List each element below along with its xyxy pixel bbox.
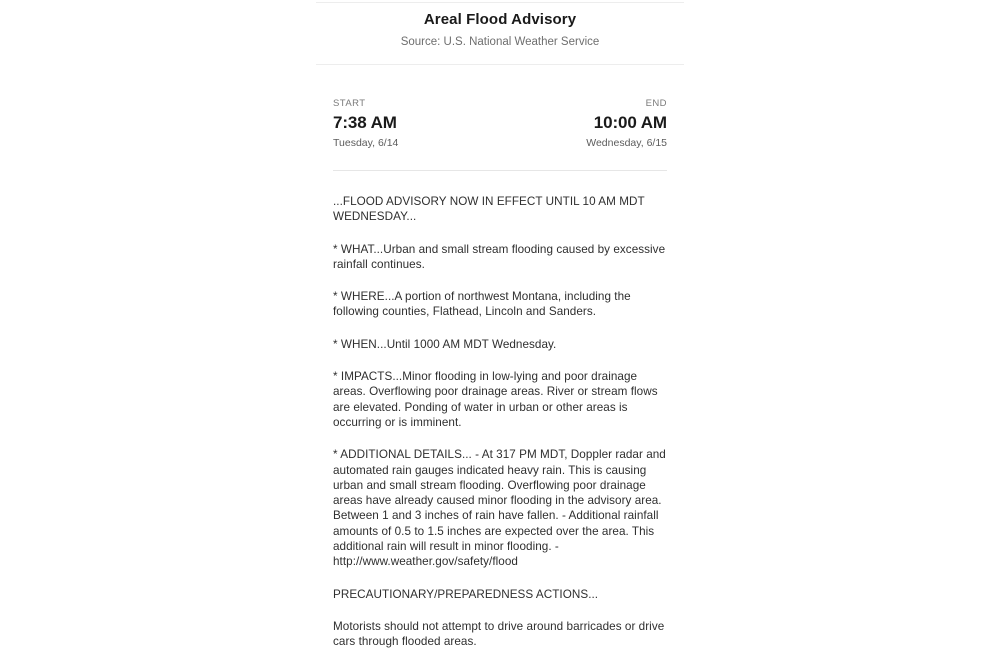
advisory-paragraph: * WHERE...A portion of northwest Montana, including the following counties, Flathead, Lincoln and Sanders. [333,290,631,319]
start-time-block [333,97,443,150]
advisory-paragraph: * IMPACTS...Minor flooding in low-lying and poor drainage areas. Overflowing poor drainage areas. River or stream flows are elevated. Ponding of water in urban or other areas is occurring or is imminent. [333,370,658,429]
advisory-card [316,0,684,667]
end-date: Wednesday, 6/15 [586,137,667,149]
page-title: Areal Flood Advisory [423,11,577,28]
times-divider-wrap [316,150,684,171]
advisory-paragraph: Motorists should not attempt to drive around barricades or drive cars through flooded areas. [333,619,665,649]
end-label: END [645,98,667,109]
start-label: START [333,98,366,109]
advisory-header [316,3,684,64]
advisory-body [316,171,684,650]
advisory-paragraph: * ADDITIONAL DETAILS... - At 317 PM MDT, Doppler radar and automated rain gauges indicated heavy rain. This is causing urban and small stream flooding. Overflowing poor drainage areas have already caused minor flooding in the advisory area. Between 1 and 3 inches of rain have fallen. - Additional rainfall amounts of 0.5 to 1.5 inches are expected over the area. This additional rain will result in minor flooding. - http://www.weather.gov/safety/flood [333,448,666,569]
advisory-paragraph: * WHEN...Until 1000 AM MDT Wednesday. [333,337,557,351]
end-time-block [557,97,667,150]
start-time-value: 7:38 AM [333,113,397,132]
advisory-source: Source: U.S. National Weather Service [400,36,600,48]
end-time-value: 10:00 AM [593,113,667,132]
advisory-time-range [316,65,684,150]
advisory-paragraph: PRECAUTIONARY/PREPAREDNESS ACTIONS... [333,587,599,601]
start-date: Tuesday, 6/14 [333,137,399,149]
advisory-paragraph: ...FLOOD ADVISORY NOW IN EFFECT UNTIL 10 AM MDT WEDNESDAY... [333,195,645,224]
advisory-paragraph: * WHAT...Urban and small stream flooding caused by excessive rainfall continues. [333,242,666,271]
